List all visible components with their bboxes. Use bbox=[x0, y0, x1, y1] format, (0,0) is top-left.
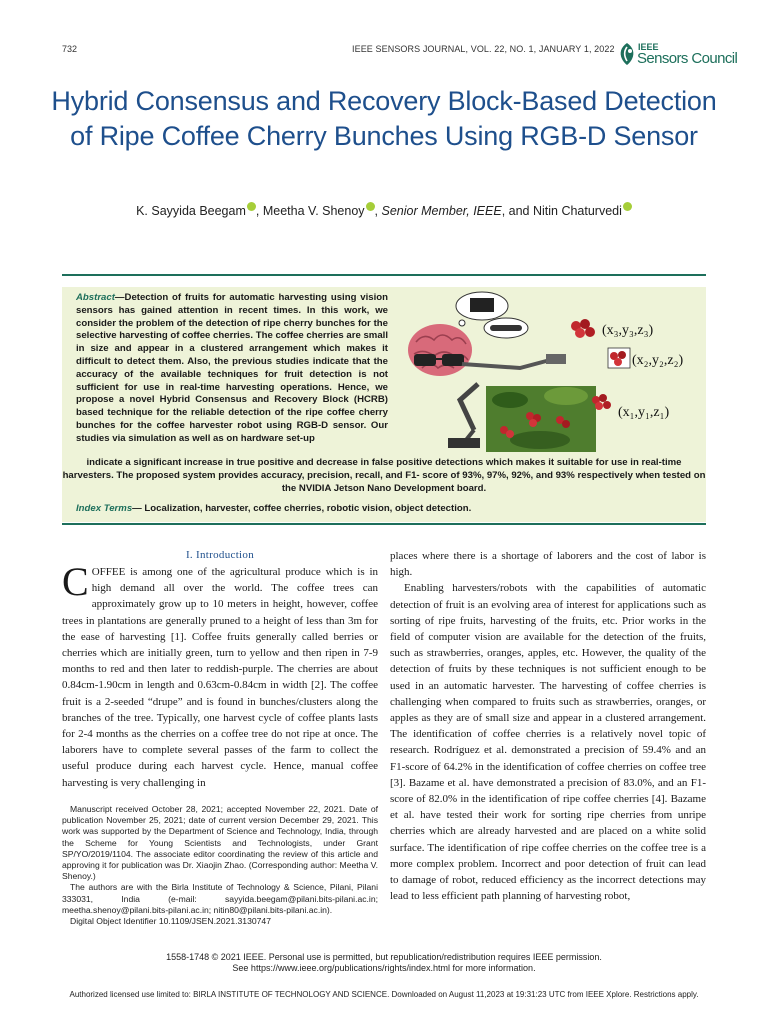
abstract-label: Abstract bbox=[76, 292, 115, 303]
author-line bbox=[40, 202, 728, 218]
logo-text-ieee: IEEE bbox=[638, 42, 659, 52]
body-column-right bbox=[390, 548, 706, 904]
copyright-line-2: See https://www.ieee.org/publications/rights/index.html for more information. bbox=[232, 963, 536, 973]
section-heading: I. Introduction bbox=[185, 549, 255, 561]
council-leaf-icon bbox=[618, 42, 636, 66]
drop-cap: C bbox=[62, 559, 89, 604]
coordinate-label: (x₁,y₁,z₁) bbox=[618, 405, 670, 420]
index-terms-label: Index Terms bbox=[76, 503, 133, 514]
camera-bar-icon bbox=[490, 325, 522, 331]
coordinate-label: (x₃,y₃,z₃) bbox=[602, 323, 654, 338]
footnote-manuscript: Manuscript received October 28, 2021; accepted November 22, 2021. Date of publication November 25, 2021; date of current version December 29, 2021. This work was supported by the Department of Science and Technology, India, through the Scheme for Young Scientists and Technologists, under Grant SP/YO/2019/1104. The associate editor coordinating the review of this article and approving it for publication was Dr. Xiaojin Zhao. (Corresponding author: Meetha V. Shenoy.) bbox=[62, 804, 378, 882]
abstract-text-2: indicate a significant increase in true positive and decrease in false positive detections which makes it suitable for use in real-time harvesters. The proposed system provides accuracy, precision, recall, and F1- score of 93%, 97%, 92%, and 93% respectively when tested on the NVIDIA Jetson Nano Development board. bbox=[62, 457, 706, 494]
intro-paragraph-2: Enabling harvesters/robots with the capabilities of automatic detection of fruit is an evolving area of interest for applications such as sorting of ripe fruits, harvesting of the fruits, etc. Prior works in the field of computer vision are available for the detection of the fruits, such as strawberries, oranges, apples, etc. However, the quality of the detection of fruits by these techniques is not sufficient enough to be used in an automatic harvester. The harvesting of coffee cherries is challenging when compared to fruits such as strawberries, oranges, or apples as they are of small size and appear in a clustered arrangement. The identification of coffee cherries is a relatively novel topic of research. Rodríguez et al. demonstrated a precision of 59.4% and an F1-score of 64.2% in the identification of coffee cherries on coffee tree [3]. Bazame et al. have demonstrated a precision of 83.0%, and an F1-score of 82.0% in the identification of ripe coffee cherries [4]. Bazame et al. have tested their work for sorting ripe cherries from unripe cherries which are already harvested and are placed on a white solid surface. The identification of ripe coffee cherries on the coffee tree is a more complex problem. Incorrect and poor detection of fruit can lead to damage of robot, reduced efficiency as the incorrect detections may lead to less efficient path planning of harvesting robot, bbox=[390, 582, 706, 903]
intro-paragraph-1: OFFEE is among one of the agricultural produce which is in high demand all over the world. The coffee trees can approximately grow up to 10 meters in height, however, coffee trees in plantations are generally pruned to a height of less than 3m for the ease of harvesting [1]. Coffee fruits generally called berries or cherries which are initially green, turn to yellow and then ripen in 7-9 months to red and then later to reddish-purple. The cherries are about 0.84cm-1.90cm in length and 0.63cm-0.84cm in width [2]. The coffee fruit is a 2-seeded “drupe” and is found in bunches/clusters along the branches of the tree. Typically, one harvest cycle of coffee plants lasts for 2-4 months as the cherries on a coffee tree do not ripe at once. The laborers have to complete several passes of the farm to collect the useful produce during each harvest cycle. Hence, manual coffee harvesting is very challenging in bbox=[62, 566, 378, 789]
license-notice: Authorized licensed use limited to: BIRLA INSTITUTE OF TECHNOLOGY AND SCIENCE. Downloaded on August 11,2023 at 19:31:23 UTC from IEEE Xplore. Restrictions apply. bbox=[69, 990, 699, 999]
abstract-bottom-rule bbox=[62, 523, 706, 525]
graphical-abstract-figure bbox=[400, 290, 704, 456]
orcid-icon[interactable] bbox=[623, 202, 632, 211]
orcid-icon[interactable] bbox=[366, 202, 375, 211]
coordinate-label: (x₂,y₂,z₂) bbox=[632, 353, 684, 368]
abstract-text-1: —Detection of fruits for automatic harvesting using vision sensors has gained attention in recent times. In this work, we consider the problem of the detection of ripe cherry bunches for the selective harvesting of coffee cherries. The coffee cherries are small in size and appear in a clustered arrangement which makes it difficult to detect them. Also, the previous studies indicate that the accuracy of the available techniques for fruit detection is not sufficient for use in real-time harvesting operations. Hence, we propose a novel Hybrid Consensus and Recovery Block (HCRB) based technique for the reliable detection of the ripe coffee cherry bunches for the coffee harvester robot using RGB-D sensor. Our studies via simulation as well as on hardware set-up bbox=[76, 292, 388, 444]
copyright-notice bbox=[0, 952, 768, 974]
index-terms-text: — Localization, harvester, coffee cherries, robotic vision, object detection. bbox=[132, 503, 472, 514]
abstract-top-rule bbox=[62, 274, 706, 276]
robot-arm-icon bbox=[462, 360, 550, 368]
logo-text-council: Sensors Council bbox=[637, 50, 738, 67]
figure-illustration bbox=[400, 290, 704, 456]
brain-icon bbox=[408, 324, 472, 376]
copyright-line-1: 1558-1748 © 2021 IEEE. Personal use is permitted, but republication/redistribution requires IEEE permission. bbox=[166, 952, 602, 962]
abstract-narrow bbox=[76, 292, 388, 446]
footnote-doi: Digital Object Identifier 10.1109/JSEN.2021.3130747 bbox=[70, 916, 271, 927]
index-terms bbox=[76, 503, 471, 514]
author-1: K. Sayyida Beegam bbox=[136, 204, 246, 218]
author-2-membership: Senior Member, IEEE bbox=[381, 204, 502, 218]
journal-header: IEEE SENSORS JOURNAL, VOL. 22, NO. 1, JANUARY 1, 2022 bbox=[352, 44, 615, 54]
author-2: , Meetha V. Shenoy bbox=[255, 204, 365, 218]
author-3: , and Nitin Chaturvedi bbox=[501, 204, 622, 218]
cherry-bunch-icon bbox=[608, 348, 630, 368]
footnote-affiliation: The authors are with the Birla Institute of Technology & Science, Pilani, Pilani 333031, India (e-mail: sayyida.beegam@pilani.bits-pilani.ac.in; meetha.shenoy@pilani.bits-pilani.ac.in; nitin80@pilani.bits-pilani.ac.in). bbox=[62, 882, 378, 915]
body-column-left bbox=[62, 559, 378, 791]
depth-sensor-icon bbox=[470, 298, 494, 312]
orcid-icon[interactable] bbox=[247, 202, 256, 211]
footnote-block bbox=[62, 804, 378, 927]
intro-paragraph-continued: places where there is a shortage of laborers and the cost of labor is high. bbox=[390, 550, 706, 579]
page-number: 732 bbox=[62, 44, 78, 54]
ieee-sensors-council-logo bbox=[618, 42, 738, 70]
author-sep: , bbox=[374, 204, 382, 218]
paper-title: Hybrid Consensus and Recovery Block-Based Detection of Ripe Coffee Cherry Bunches Using RGB-D Sensor bbox=[51, 86, 717, 151]
cherry-bunch-icon bbox=[571, 319, 595, 338]
